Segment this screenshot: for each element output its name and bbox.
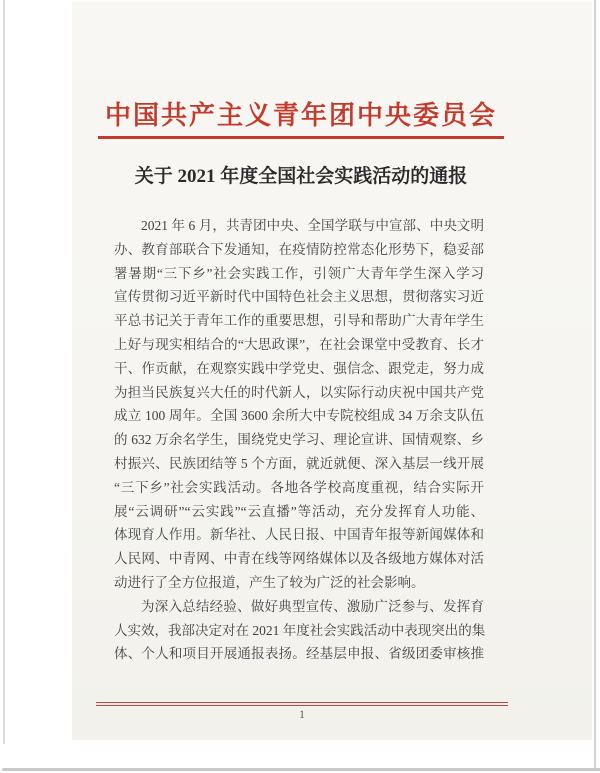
body-line: 上好与现实相结合的“大思政课”，在社会课堂中受教育、长才 [114, 336, 484, 352]
body-line: “三下乡”社会实践活动。各地各学校高度重视，结合实际开 [114, 479, 484, 495]
body-line: 成立 100 周年。全国 3600 余所大中专院校组成 34 万余支队伍 [114, 408, 484, 424]
body-line: 宣传贯彻习近平新时代中国特色社会主义思想，贯彻落实习近 [114, 289, 484, 305]
red-header-rule [98, 136, 504, 139]
red-footer-rule [96, 702, 508, 706]
body-line: 的 632 万余名学生，围绕党史学习、理论宣讲、国情观察、乡 [114, 432, 484, 448]
body-line: 体、个人和项目开展通报表扬。经基层申报、省级团委审核推 [114, 646, 484, 662]
body-line: 人民网、中青网、中青在线等网络媒体以及各级地方媒体对活 [114, 551, 484, 567]
body-line: 署暑期“三下乡”社会实践工作，引领广大青年学生深入学习 [114, 265, 484, 281]
document-title: 关于 2021 年度全国社会实践活动的通报 [134, 166, 468, 187]
body-line: 人实效，我部决定对在 2021 年度社会实践活动中表现突出的集 [114, 622, 486, 638]
body-line: 为深入总结经验、做好典型宣传、激励广泛参与、发挥育 [141, 598, 484, 614]
body-line: 体现育人作用。新华社、人民日报、中国青年报等新闻媒体和 [114, 527, 484, 543]
issuing-organization-title: 中国共产主义青年团中央委员会 [104, 101, 497, 130]
document-body [114, 214, 484, 666]
body-line: 办、教育部联合下发通知，在疫情防控常态化形势下，稳妥部 [114, 241, 484, 257]
body-line: 为担当民族复兴大任的时代新人，以实际行动庆祝中国共产党 [114, 384, 484, 400]
document-paper [72, 2, 592, 740]
scan-right-edge-line [594, 0, 596, 770]
body-line: 展“云调研”“云实践”“云直播”等活动，充分发挥育人功能、 [114, 503, 484, 519]
body-line: 2021 年 6 月，共青团中央、全国学联与中宣部、中央文明 [141, 218, 484, 233]
scan-bottom-edge-line [2, 768, 600, 771]
page-number: 1 [299, 709, 305, 721]
body-line: 村振兴、民族团结等 5 个方面，就近就便、深入基层一线开展 [114, 455, 484, 471]
body-line: 动进行了全方位报道，产生了较为广泛的社会影响。 [114, 574, 425, 590]
body-line: 干、作贡献，在观察实践中学党史、强信念、跟党走，努力成 [114, 360, 484, 376]
body-line: 平总书记关于青年工作的重要思想，引导和帮助广大青年学生 [114, 313, 484, 329]
scan-left-edge-line [3, 0, 5, 744]
